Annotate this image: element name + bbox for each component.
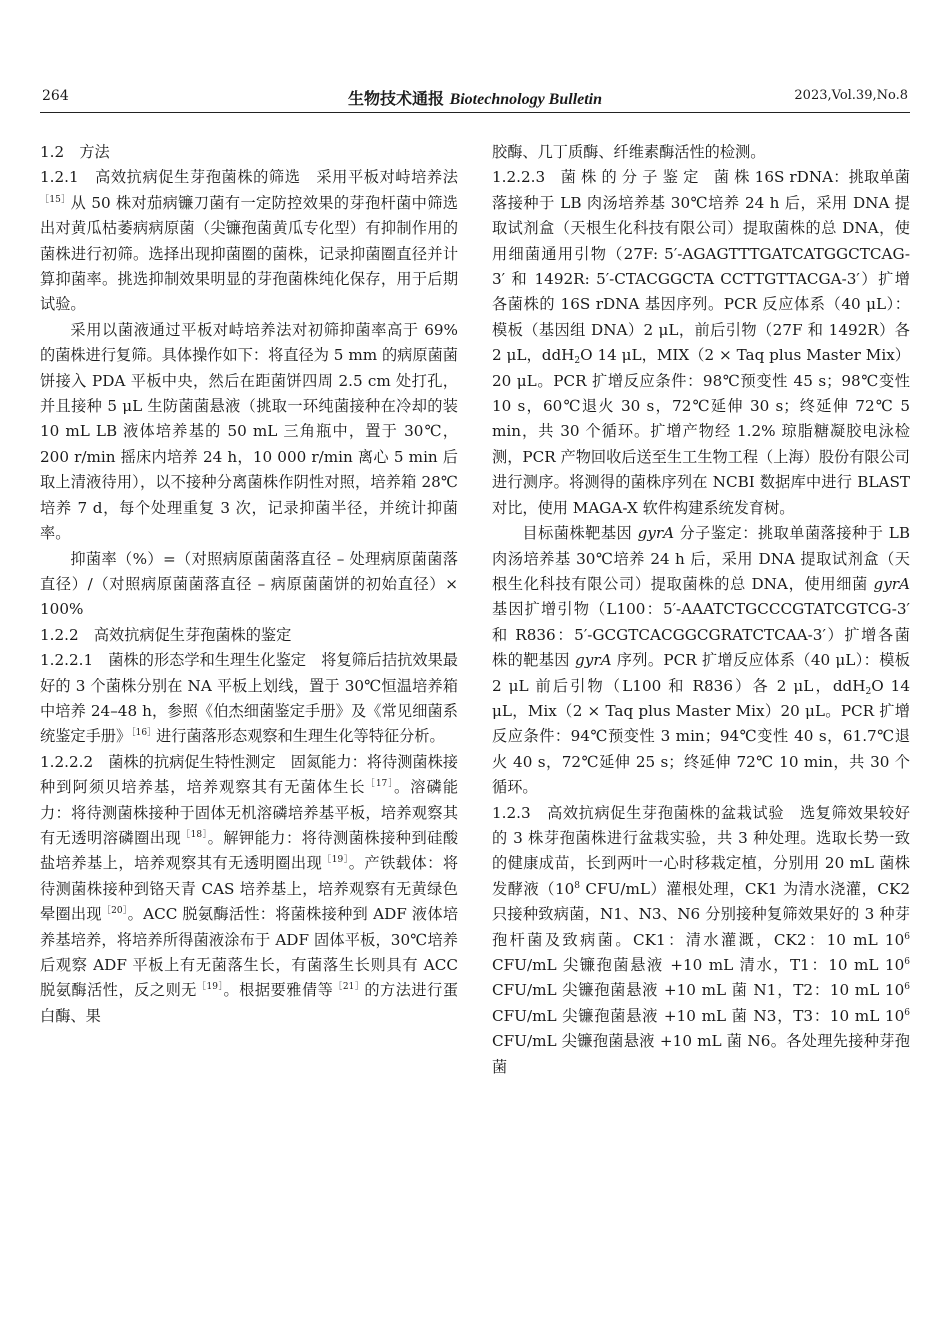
left-column — [40, 140, 458, 1029]
citation-19: ［19］ — [322, 855, 349, 866]
gene-name: gyrA — [637, 524, 675, 543]
rescreen-paragraph: 采用以菌液通过平板对峙培养法对初筛抑菌率高于 69% 的菌株进行复筛。具体操作如下：将直径为 5 mm 的病原菌菌饼接入 PDA 平板中央，然后在距菌饼四周 2.5 cm 处打孔，并且接种 5 μL 生防菌菌悬液（挑取一环纯菌接种在冷却的装 10 mL LB 液体培养基的 50 mL 三角瓶中，置于 30℃，200 r/min 摇床内培养 24 h，10 000 r/min 离心 5 min 后取上清液待用），以不接种分离菌株作阴性对照，培养箱 28℃培养 7 d，每个处理重复 3 次，记录抑菌半径，并统计抑菌率。 — [40, 320, 458, 543]
section-1-2-2-heading: 1.2.2 高效抗病促生芽孢菌株的鉴定 — [40, 625, 292, 644]
inhibition-formula: 抑菌率（%）=（对照病原菌菌落直径 – 处理病原菌菌落直径）/（对照病原菌菌落直径 – 病原菌菌饼的初始直径）× 100% — [40, 549, 458, 619]
continued-text: 胶酶、几丁质酶、纤维素酶活性的检测。 — [492, 143, 766, 161]
running-header — [40, 84, 910, 113]
journal-name — [40, 86, 910, 109]
citation-20: ［20］ — [101, 906, 128, 917]
section-1-2-2-2: 1.2.2.2 菌株的抗病促生特性测定 固氮能力：将待测菌株接种到阿须贝培养基，培养观察其有无菌体生长$^{[17]}$。溶磷能力：将待测菌株接种于固体无机溶磷培养基平板，培养观察其有无透明溶磷圈出现$^{[18]}$。解钾能力：将待测菌株接种到硅酸盐培养基上，培养观察其有无透明圈出现$^{[19]}$。产铁载体：将待测菌株接种到铬天青 CAS 培养基上，培养观察有无黄绿色晕圈出现$^{[20]}$。ACC 脱氨酶活性：将菌株接种到 ADF 液体培养基培养，将培养所得菌液涂布于 ADF 固体平板，30℃培养后观察 ADF 平板上有无菌落生长，有菌落生长则具有 ACC 脱氨酶活性，反之则无$^{[19]}$。根据要雅倩等$^{[21]}$的方法进行蛋白酶、果 — [40, 752, 459, 1025]
citation-21: ［21］ — [333, 982, 365, 993]
issue-info: 2023,Vol.39,No.8 — [794, 88, 908, 103]
section-1-2-2-1: 1.2.2.1 菌株的形态学和生理生化鉴定 将复筛后拮抗效果最好的 3 个菌株分别在 NA 平板上划线，置于 30℃恒温培养箱中培养 24–48 h，参照《伯杰细菌鉴定手册》及《常见细菌系统鉴定手册》$^{[16]}$进行菌落形态观察和生理生化等特征分析。 — [40, 651, 458, 746]
citation-19-repeat: ［19］ — [196, 982, 224, 993]
citation-15: ［15］ — [40, 194, 71, 205]
page-number: 264 — [42, 88, 69, 104]
section-1-2-3: 1.2.3 高效抗病促生芽孢菌株的盆栽试验 选复筛效果较好的 3 株芽孢菌株进行盆栽实验，共 3 种处理。选取长势一致的健康成苗，长到两叶一心时移栽定植，分别用 20 mL 菌株发酵液（$10^8$ CFU/mL）灌根处理，CK1 为清水浇灌，CK2 只接种致病菌，N1、N3、N6 分别接种复筛效果好的 3 种芽孢杆菌及致病菌。CK1：清水灌溉，CK2：10 mL $10^6$ CFU/mL 尖镰孢菌悬液 +10 mL 清水，T1：10 mL $10^6$ CFU/mL 尖镰孢菌悬液 +10 mL 菌 N1，T2：10 mL $10^6$ CFU/mL 尖镰孢菌悬液 +10 mL 菌 N3，T3：10 mL $10^6$ CFU/mL 尖镰孢菌悬液 +10 mL 菌 N6。各处理先接种芽孢菌 — [492, 803, 910, 1076]
gyrA-paragraph: 目标菌株靶基因 gyrA 分子鉴定：挑取单菌落接种于 LB 肉汤培养基 30℃培养 24 h 后，采用 DNA 提取试剂盒（天根生化科技有限公司）提取菌株的总 DNA，使用细菌 gyrA 基因扩增引物（L100：5′-AAATCTGCCCGTATCGTCG-3′ 和 R836：5′-GCGTCACGGCGRATCTCAA-3′）扩增各菌株的靶基因 gyrA 序列。PCR 扩增反应体系（40 μL）：模板 2 μL 前后引物（L100 和 R836）各 2 μL，ddH$_2$O 14 μL，Mix（2 × Taq plus Master Mix）20 μL。PCR 扩增反应条件：94℃预变性 3 min；94℃变性 40 s，61.7℃退火 40 s，72℃延伸 25 s；终延伸 72℃ 10 min，共 30 个循环。 — [492, 524, 911, 797]
gene-name: gyrA — [873, 574, 910, 593]
right-column — [492, 140, 910, 1080]
citation-16: ［16］ — [131, 728, 157, 739]
citation-17: ［17］ — [365, 779, 394, 790]
gene-name: gyrA — [575, 651, 612, 670]
section-1-2-2-3: 1.2.2.3 菌 株 的 分 子 鉴 定 菌 株 16S rDNA：挑取单菌落接种于 LB 肉汤培养基 30℃培养 24 h 后，采用 DNA 提取试剂盒（天根生化科技有限公司）提取菌株的总 DNA，使用细菌通用引物（27F: 5′-AGAGTTTGATCATGGCTCAG-3′ 和 1492R: 5′-CTACGGCTA CCTTGTTACGA-3′）扩增各菌株的 16S rDNA 基因序列。PCR 反应体系（40 μL）：模板（基因组 DNA）2 μL，前后引物（27F 和 1492R）各 2 μL，ddH$_2$O 14 μL，MIX（2 × Taq plus Master Mix）20 μL。PCR 扩增反应条件：98℃预变性 45 s；98℃变性 10 s，60℃退火 30 s，72℃延伸 30 s；终延伸 72℃ 5 min，共 30 个循环。扩增产物经 1.2% 琼脂糖凝胶电泳检测，PCR 产物回收后送至生工生物工程（上海）股份有限公司进行测序。将测得的菌株序列在 NCBI 数据库中进行 BLAST 对比，使用 MAGA-X 软件构建系统发育树。 — [492, 168, 910, 517]
section-1-2-1: 1.2.1 高效抗病促生芽孢菌株的筛选 采用平板对峙培养法$^{[15]}$从 50 株对茄病镰刀菌有一定防控效果的芽孢杆菌中筛选出对黄瓜枯萎病病原菌（尖镰孢菌黄瓜专化型）有抑制作用的菌株进行初筛。选择出现抑菌圈的菌株，记录抑菌圈直径并计算抑菌率。挑选抑制效果明显的芽孢菌株纯化保存，用于后期试验。 — [40, 168, 458, 314]
section-1-2-heading: 1.2 方法 — [40, 143, 110, 161]
citation-18: ［18］ — [181, 829, 208, 840]
journal-name-en: Biotechnology Bulletin — [449, 91, 603, 108]
journal-name-cn: 生物技术通报 — [347, 89, 444, 108]
